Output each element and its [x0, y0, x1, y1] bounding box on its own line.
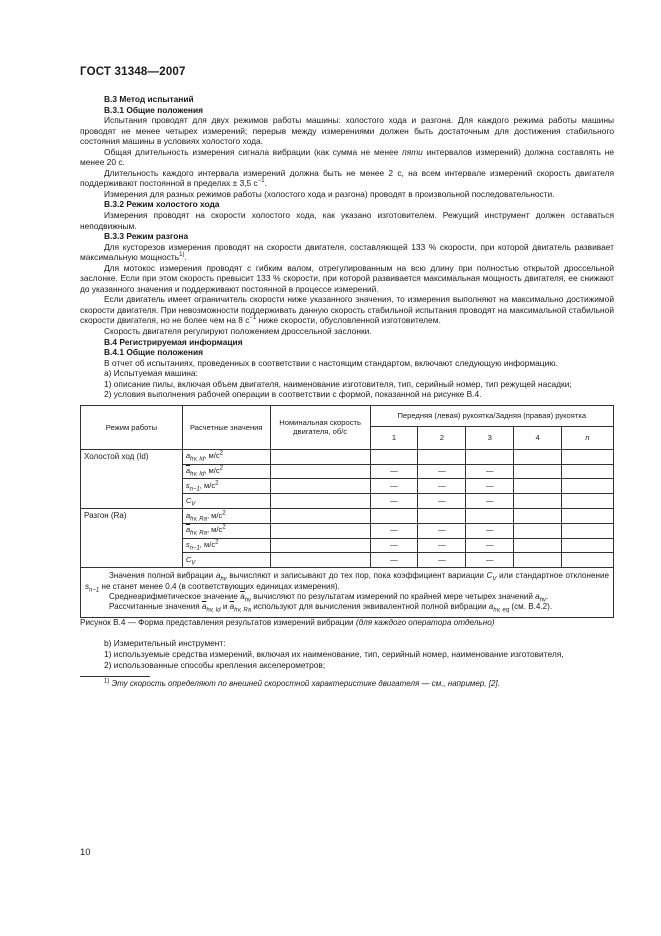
paragraph: Общая длительность измерения сигнала вибрации (как сумма не менее пяти интервалов измерений) должна составлять не менее 20 с. — [80, 146, 615, 168]
footnote-ref: 1) — [179, 252, 185, 259]
section-heading: В.4 Регистрируемая информация — [104, 336, 243, 347]
calc-cv-idle: $C_V$ — [182, 494, 270, 509]
list-item: 1) описание пилы, включая объем двигателя, наименование изготовителя, тип, серийный номер, тип режущей насадки; — [104, 378, 572, 389]
calc-a-idle: $a_{hv, Id}$, $м/с^2$ — [182, 449, 270, 464]
list-item: 1) используемые средства измерений, включая их наименование, тип, серийный номер, наименование изготовителя, — [104, 648, 564, 659]
paragraph: Если двигатель имеет ограничитель скорости ниже указанного значения, то измерения выполняют на максимально достижимой скорости двигателя. При невозможности поддерживать данную скорость стабильной испытания проводят на максимальной стабильной скорости двигателя, но не более чем на 8 $с^{-1}$ ниже скорости, обусловленной изготовителем. — [80, 294, 614, 326]
table-header-row — [81, 405, 614, 426]
section-heading: В.3 Метод испытаний — [104, 94, 194, 104]
column-header-calc: Расчетные значения — [182, 405, 270, 449]
footnote-divider — [80, 676, 150, 677]
table-row: $s_{n-1}$, $м/с^2$ — — — — [81, 479, 614, 494]
column-header-1: 1 — [370, 426, 418, 449]
calc-cv-race: $C_V$ — [182, 553, 270, 568]
results-form-table — [80, 405, 614, 618]
table-row: $\overline{a}_{hv, Ra}$, $м/с^2$ — — — — [81, 523, 614, 538]
column-header-2: 2 — [418, 426, 466, 449]
table-notes-row — [81, 568, 614, 618]
table-row: $C_V$ — — — — [81, 553, 614, 568]
figure-caption: Рисунок В.4 — Форма представления результатов измерений вибрации (для каждого оператора отдельно) — [80, 617, 495, 627]
document-header: ГОСТ 31348—2007 — [80, 66, 186, 78]
column-header-speed: Номинальная скорость двигателя, об/с — [270, 405, 370, 449]
calc-s-idle: $s_{n-1}$, $м/с^2$ — [182, 479, 270, 494]
list-item: 2) условия выполнения рабочей операции в соответствии с формой, показанной на рисунке В.4. — [104, 389, 482, 400]
table-row — [81, 449, 614, 464]
column-header-4: 4 — [514, 426, 562, 449]
table-row — [81, 509, 614, 524]
paragraph: Испытания проводят для двух режимов работы машины: холостого хода и разгона. Для каждого режима работы машины проводят не менее четырех измерений; перерыв между измерениями должен быть достаточным для достижения стабильного состояния машины в условиях холостого хода. — [80, 115, 614, 147]
footnote: $^{1)}$ Эту скорость определяют по внешней скоростной характеристике двигателя — см., например, [2]. — [104, 678, 500, 689]
document-body — [80, 94, 614, 690]
paragraph: Для мотокос измерения проводят с гибким валом, отрегулированным на всю длину при полностью открытой дроссельной заслонке. Если при этом скорость превысит 133 % скорости, при которой развивается максимальная мощность двигателя, ее снижают до указанного значения и поддерживают постоянной в процессе измерений. — [80, 262, 614, 294]
calc-a-race: $a_{hv, Ra}$, $м/с^2$ — [182, 509, 270, 524]
paragraph: Измерения для разных режимов работы (холостого хода и разгона) проводят в произвольной последовательности. — [104, 188, 555, 199]
column-header-handles: Передняя (левая) рукоятка/Задняя (правая) рукоятка — [370, 405, 613, 426]
paragraph: Измерения проводят на скорости холостого хода, как указано изготовителем. Режущий инструмент должен оставаться неподвижным. — [80, 210, 614, 231]
column-header-n: n — [562, 426, 614, 449]
paragraph: Длительность каждого интервала измерений должна быть не менее 2 с, на всем интервале измерений скорость двигателя поддерживают постоянной в пределах ± 3,5 $с^{-1}$. — [80, 167, 614, 189]
subsection-heading: В.3.3 Режим разгона — [104, 231, 189, 242]
table-row: $C_V$ — — — — [81, 494, 614, 509]
mode-race-label: Разгон (Ra) — [81, 509, 183, 568]
paragraph: Скорость двигателя регулируют положением дроссельной заслонки. — [104, 326, 372, 337]
subsection-heading: В.3.1 Общие положения — [104, 104, 203, 115]
calc-mean-a-race: $\overline{a}_{hv, Ra}$, $м/с^2$ — [182, 523, 270, 538]
subsection-heading: В.3.2 Режим холостого хода — [104, 199, 220, 210]
paragraph: Для кусторезов измерения проводят на скорости двигателя, составляющей 133 % скорости, при которой двигатель развивает максимальную мощность$^{1)}$. — [80, 241, 614, 263]
column-header-mode: Режим работы — [81, 405, 183, 449]
table-row: $s_{n-1}$, $м/с^2$ — — — — [81, 538, 614, 553]
subsection-heading: В.4.1 Общие положения — [104, 347, 203, 358]
calc-mean-a-idle: $\overline{a}_{hv, Id}$, $м/с^2$ — [182, 464, 270, 479]
table-row: $\overline{a}_{hv, Id}$, $м/с^2$ — — — — [81, 464, 614, 479]
paragraph: В отчет об испытаниях, проведенных в соответствии с настоящим стандартом, включают следующую информацию. — [104, 357, 558, 368]
table-notes: Значения полной вибрации $a_{hv}$ вычисляют и записывают до тех пор, пока коэффициент вариации $C_V$ или стандартное отклонение $s_{n-1}$ не станет менее 0,4 (в соответствующих единицах измерения). Среднеарифметическое значение $\overline{a}_{hv}$ вычисляют по результатам измерений по крайней мере четырех значений $a_{hv}$. Рассчитанные значения $\overline{a}_{hv, Id}$ и $\overline{a}_{hv, Ra}$ используют для вычисления эквивалентной полной вибрации $a_{hv, eq}$ (см. В.4.2). — [81, 568, 614, 618]
list-item: b) Измерительный инструмент: — [104, 638, 226, 649]
list-item: а) Испытуемая машина: — [104, 368, 198, 379]
calc-s-race: $s_{n-1}$, $м/с^2$ — [182, 538, 270, 553]
list-item: 2) использованные способы крепления акселерометров; — [104, 659, 326, 670]
page-number: 10 — [80, 847, 91, 858]
mode-idle-label: Холостой ход (Id) — [81, 449, 183, 508]
column-header-3: 3 — [466, 426, 514, 449]
